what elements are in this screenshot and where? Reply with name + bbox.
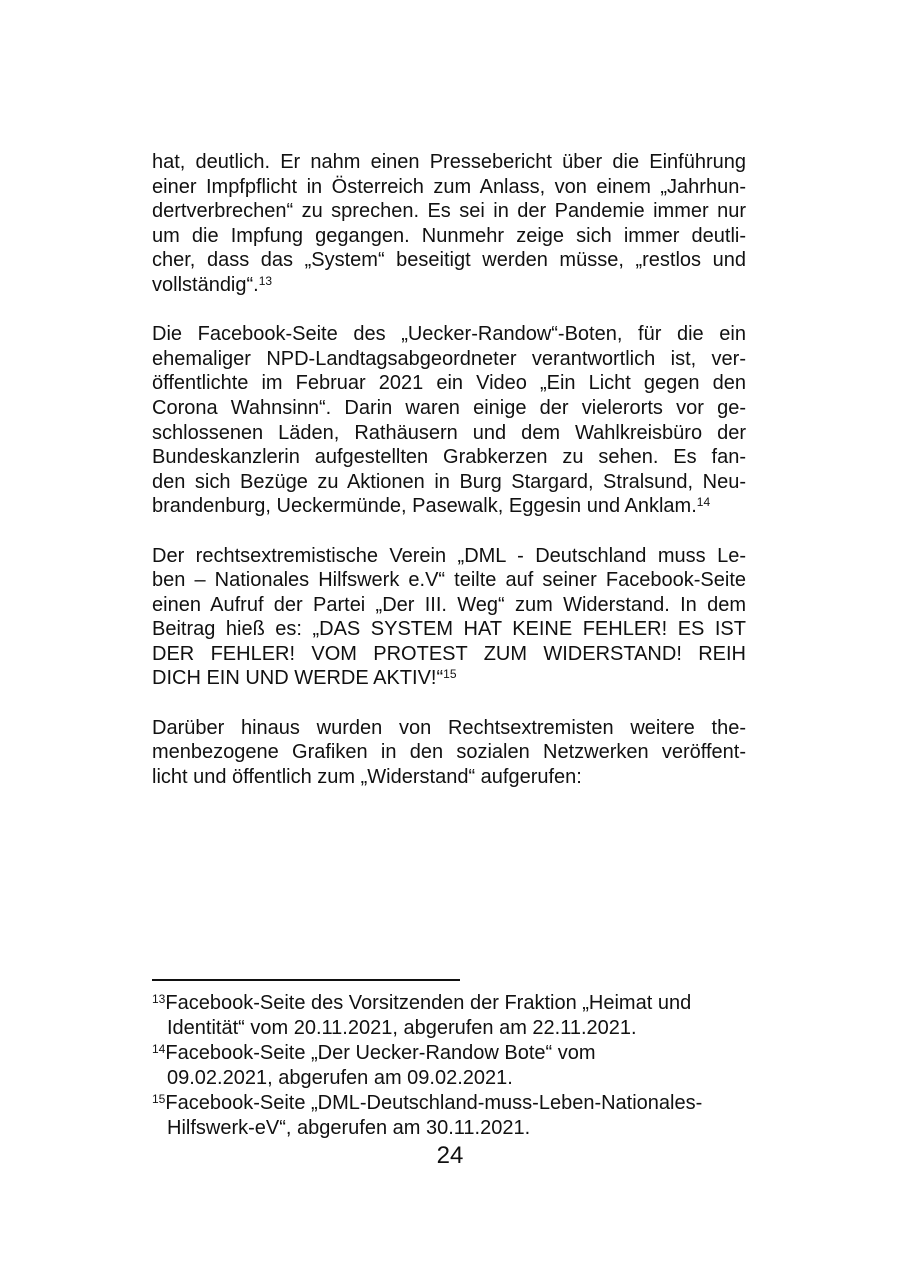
footnote-number: 13: [152, 992, 166, 1006]
text-line: [152, 150, 746, 175]
line-text: licht und öffentlich zum „Widerstand“ aufgerufen:: [152, 765, 582, 788]
text-line: [152, 248, 746, 273]
footnote-separator: [152, 979, 460, 981]
text-line: [152, 568, 746, 593]
footnote-text-continued: Identität“ vom 20.11.2021, abgerufen am 22.11.2021.: [167, 1017, 637, 1039]
footnote-number: 15: [152, 1092, 166, 1106]
footnote: [152, 991, 752, 1041]
text-line: [152, 224, 746, 249]
text-line: [152, 765, 746, 790]
line-text: ehemaliger NPD-Landtagsabgeordneter verantwortlich ist, ver-: [152, 347, 746, 370]
line-text: Darüber hinaus wurden von Rechtsextremisten weitere the-: [152, 716, 746, 739]
line-text: brandenburg, Ueckermünde, Pasewalk, Eggesin und Anklam.: [152, 495, 697, 518]
line-text: DICH EIN UND WERDE AKTIV!“: [152, 667, 444, 690]
paragraph: [152, 322, 746, 519]
text-line: [152, 347, 746, 372]
text-line: [152, 175, 746, 200]
footnote-reference[interactable]: 14: [696, 495, 711, 510]
footnote-text: Facebook-Seite „Der Uecker-Randow Bote“ vom: [165, 1042, 596, 1064]
paragraph: [152, 716, 746, 790]
text-line: [152, 617, 746, 642]
text-line: [152, 199, 746, 224]
text-line: [152, 371, 746, 396]
line-text: Beitrag hieß es: „DAS SYSTEM HAT KEINE FEHLER! ES IST: [152, 618, 746, 641]
footnote-text: Facebook-Seite „DML-Deutschland-muss-Leben-Nationales-: [165, 1092, 703, 1114]
footnote-text: Facebook-Seite des Vorsitzenden der Fraktion „Heimat und: [165, 992, 692, 1014]
footnote-text-continued: Hilfswerk-eV“, abgerufen am 30.11.2021.: [167, 1117, 531, 1139]
text-line: [152, 322, 746, 347]
paragraph: [152, 544, 746, 692]
line-text: cher, dass das „System“ beseitigt werden müsse, „restlos und: [152, 249, 746, 272]
text-line: [152, 421, 746, 446]
text-line: [152, 470, 746, 495]
footnote-reference[interactable]: 13: [258, 273, 273, 288]
line-text: öffentlichte im Februar 2021 ein Video „Ein Licht gegen den: [152, 372, 746, 395]
text-line: [152, 593, 746, 618]
text-line: [152, 273, 746, 298]
footnote-number: 14: [152, 1042, 166, 1056]
footnotes: [152, 991, 752, 1141]
line-text: um die Impfung gegangen. Nunmehr zeige sich immer deutli-: [152, 224, 746, 247]
paragraph: [152, 150, 746, 298]
text-line: [152, 716, 746, 741]
line-text: schlossenen Läden, Rathäusern und dem Wahlkreisbüro der: [152, 421, 746, 444]
line-text: Bundeskanzlerin aufgestellten Grabkerzen zu sehen. Es fan-: [152, 446, 746, 469]
text-line: [152, 642, 746, 667]
line-text: einen Aufruf der Partei „Der III. Weg“ zum Widerstand. In dem: [152, 593, 746, 616]
footnote-reference[interactable]: 15: [443, 667, 457, 682]
text-line: [152, 666, 746, 691]
line-text: DER FEHLER! VOM PROTEST ZUM WIDERSTAND! REIH: [152, 642, 746, 665]
text-line: [152, 494, 746, 519]
line-text: Die Facebook-Seite des „Uecker-Randow“-Boten, für die ein: [152, 323, 746, 346]
line-text: einer Impfpflicht in Österreich zum Anlass, von einem „Jahrhun-: [152, 175, 746, 198]
page-number: 24: [436, 1142, 464, 1169]
line-text: Der rechtsextremistische Verein „DML - Deutschland muss Le-: [152, 544, 746, 567]
line-text: hat, deutlich. Er nahm einen Pressebericht über die Einführung: [152, 151, 746, 173]
line-text: ben – Nationales Hilfswerk e.V“ teilte auf seiner Facebook-Seite: [152, 569, 746, 592]
text-line: [152, 740, 746, 765]
text-line: [152, 445, 746, 470]
line-text: menbezogene Grafiken in den sozialen Netzwerken veröffent-: [152, 741, 746, 764]
text-line: [152, 396, 746, 421]
body-text: [152, 150, 746, 814]
text-line: [152, 544, 746, 569]
footnote-text-continued: 09.02.2021, abgerufen am 09.02.2021.: [167, 1067, 513, 1089]
line-text: den sich Bezüge zu Aktionen in Burg Stargard, Stralsund, Neu-: [152, 470, 746, 493]
footnote: [152, 1041, 752, 1091]
line-text: vollständig“.: [152, 273, 259, 296]
line-text: dertverbrechen“ zu sprechen. Es sei in der Pandemie immer nur: [152, 200, 746, 223]
line-text: Corona Wahnsinn“. Darin waren einige der vielerorts vor ge-: [152, 396, 746, 419]
footnote: [152, 1091, 752, 1141]
